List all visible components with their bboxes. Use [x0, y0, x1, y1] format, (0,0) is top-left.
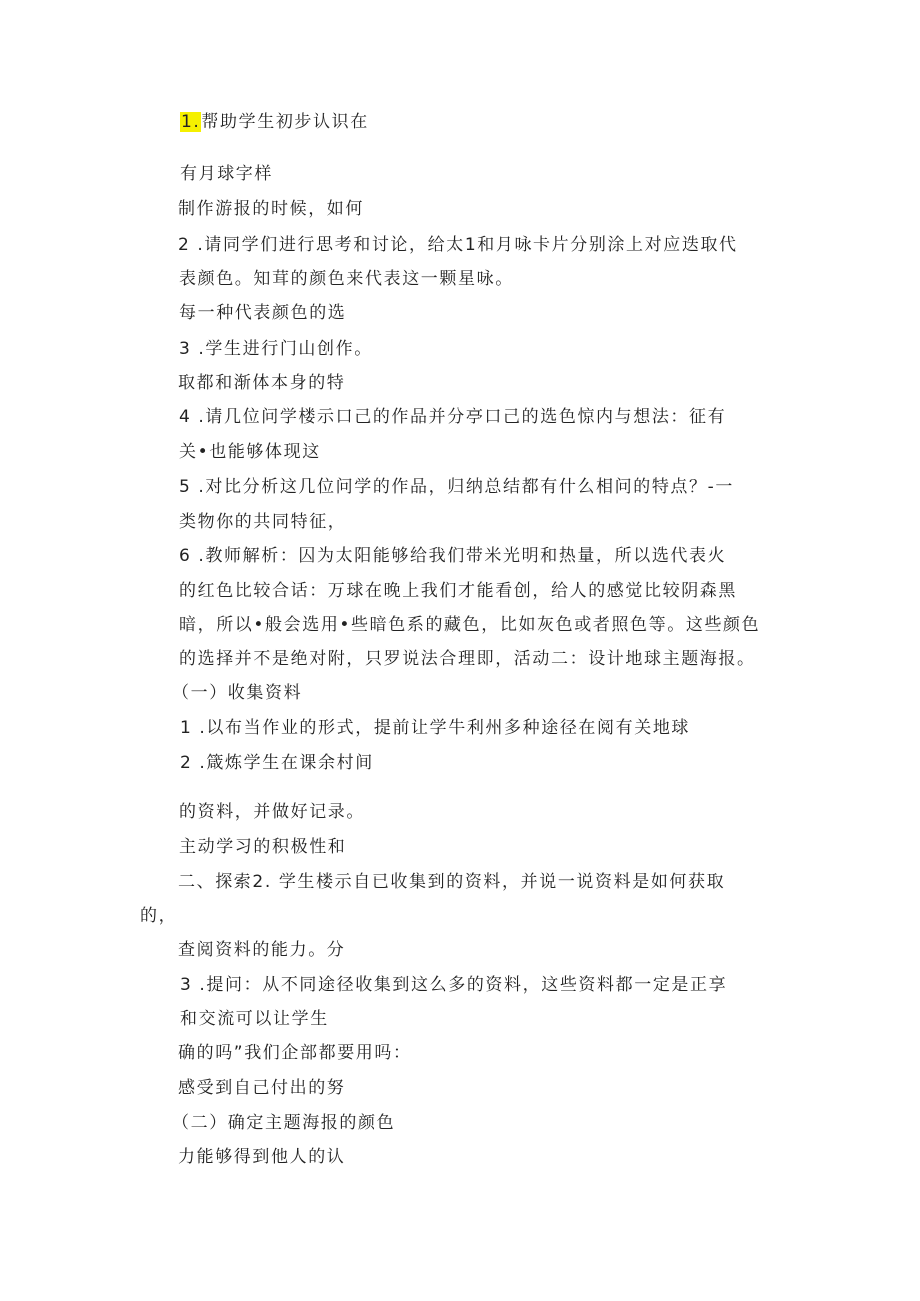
line-10: 关•也能够体现这	[179, 442, 321, 462]
line-7: 3 .学生进行门山创作。	[179, 339, 373, 359]
line-5: 表颜色。知茸的颜色来代表这一颗星咏。	[179, 269, 514, 289]
line-14: 的红色比较合话：万球在晚上我们才能看创，给人的感觉比较阴森黑	[179, 581, 737, 601]
line-22: 二、探索2. 学生楼示自已收集到的资料，并说一说资料是如何获取	[178, 872, 726, 892]
line-1-text: 帮助学生初步认识在	[201, 112, 369, 132]
line-28: 感受到自己付出的努	[178, 1078, 346, 1098]
line-13: 6 .教师解析：囚为太阳能够给我们带米光明和热量，所以选代表火	[179, 546, 727, 566]
line-15: 暗，所以•般会选用•些暗色系的藏色，比如灰色或者照色等。这些颜色	[179, 615, 761, 635]
line-23: 的，	[140, 906, 178, 926]
line-8: 取都和渐体本身的特	[178, 373, 346, 393]
line-21: 主动学习的积极性和	[179, 837, 347, 857]
line-2: 有月球字样	[180, 164, 273, 184]
item-number-highlight: 1.	[181, 112, 201, 132]
line-16: 的选择并不是绝对附，只罗说法合理即，活动二：设计地球主题海报。	[179, 649, 756, 669]
line-27: 确的吗”我们企部都要用吗：	[178, 1043, 412, 1063]
line-25: 3 .提问：从不同途径收集到这么多的资料，这些资料都一定是正享	[180, 975, 728, 995]
line-26: 和交流可以让学生	[180, 1009, 329, 1029]
line-19: 2 .箴炼学生在课余村间	[180, 753, 374, 773]
line-29: （二）确定主题海报的颜色	[172, 1113, 396, 1133]
line-30: 力能够得到他人的认	[178, 1147, 346, 1167]
line-12: 类物你的共同特征，	[179, 512, 347, 532]
line-3: 制作游报的时候，如何	[178, 199, 364, 219]
line-6: 每一种代表颜色的选	[179, 303, 347, 323]
line-11: 5 .对比分析这几位问学的作品，归纳总结都有什么相问的特点？-一	[179, 477, 734, 497]
line-20: 的资料，并做好记录。	[179, 802, 365, 822]
line-9: 4 .请几位问学楼示口己的作品并分亭口己的选色惊内与想法：征有	[179, 407, 727, 427]
line-24: 查阅资料的能力。分	[178, 940, 346, 960]
line-1	[180, 111, 369, 133]
line-17: （一）收集资料	[172, 683, 303, 703]
line-18: 1 .以布当作业的形式，提前让学牛利州多种途径在阅有关地球	[180, 718, 691, 738]
line-4: 2 .请同学们进行思考和讨论，给太1和月咏卡片分别涂上对应迭取代	[178, 235, 738, 255]
